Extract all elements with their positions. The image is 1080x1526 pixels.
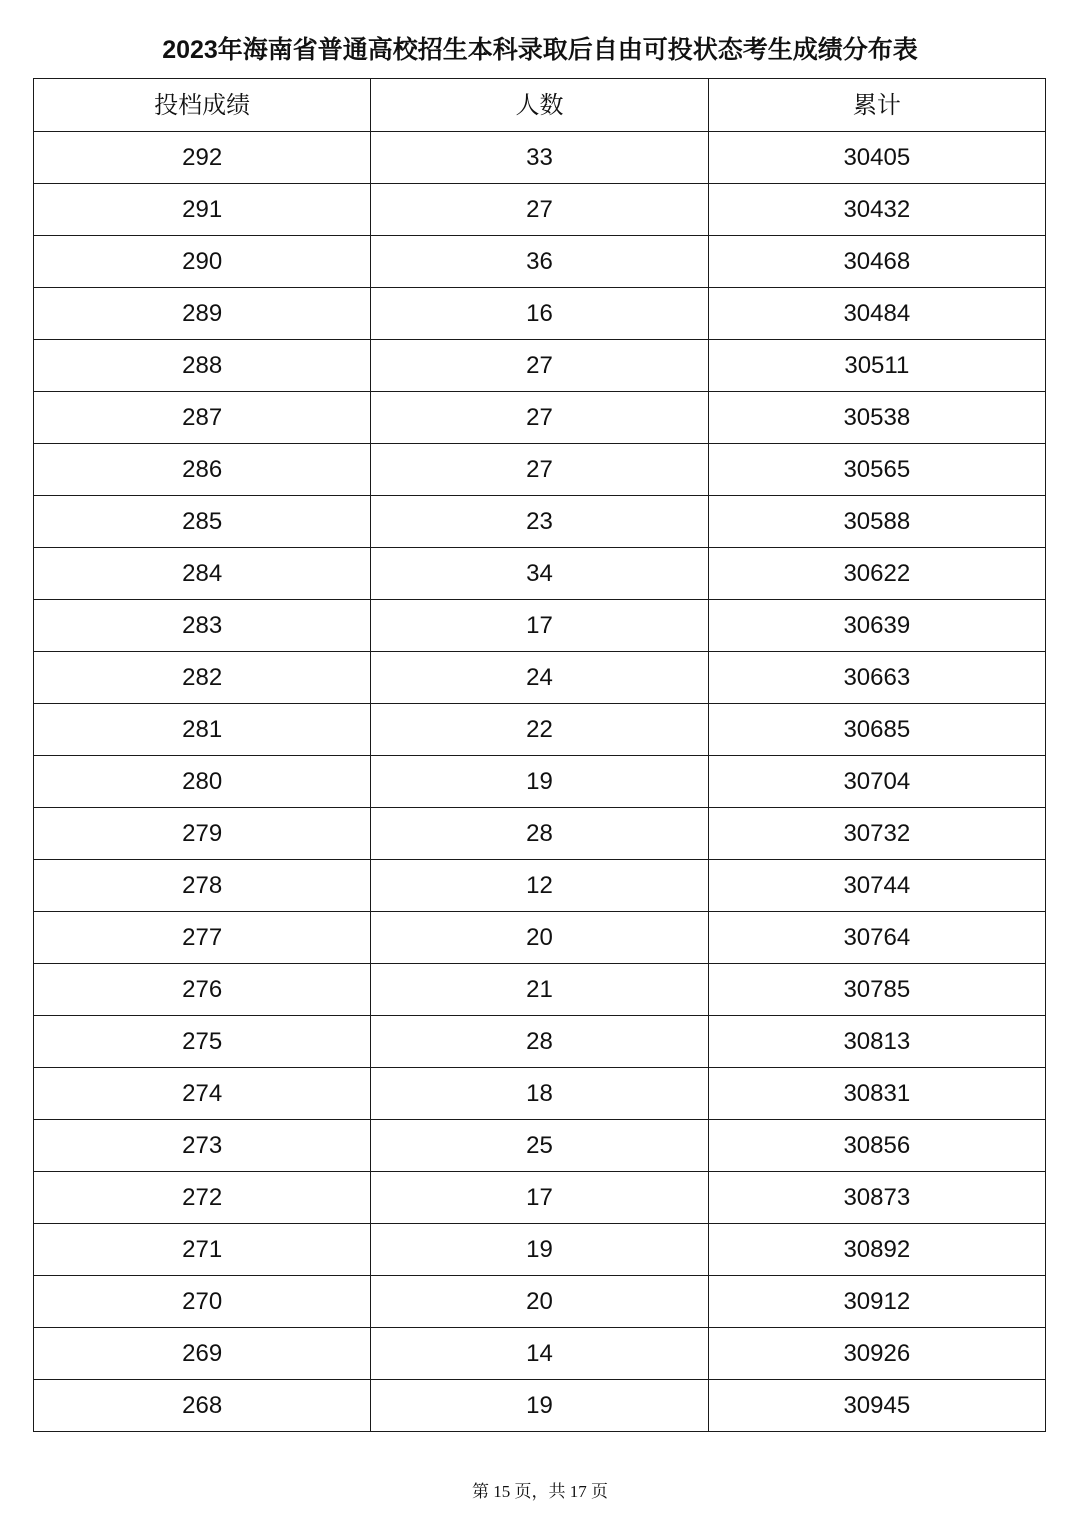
table-row (34, 340, 1046, 392)
table-row (34, 288, 1046, 340)
table-body (34, 132, 1046, 1432)
table-row (34, 132, 1046, 184)
cell-score: 269 (34, 1328, 371, 1380)
cell-cumulative: 30704 (708, 756, 1045, 808)
cell-count: 14 (371, 1328, 708, 1380)
cell-count: 28 (371, 808, 708, 860)
cell-score: 277 (34, 912, 371, 964)
cell-count: 18 (371, 1068, 708, 1120)
cell-cumulative: 30831 (708, 1068, 1045, 1120)
cell-score: 280 (34, 756, 371, 808)
cell-score: 278 (34, 860, 371, 912)
cell-count: 19 (371, 1380, 708, 1432)
table-row (34, 1224, 1046, 1276)
table-row (34, 236, 1046, 288)
table-row (34, 704, 1046, 756)
cell-score: 279 (34, 808, 371, 860)
cell-cumulative: 30565 (708, 444, 1045, 496)
cell-cumulative: 30892 (708, 1224, 1045, 1276)
cell-score: 268 (34, 1380, 371, 1432)
cell-count: 27 (371, 444, 708, 496)
score-distribution-table (33, 78, 1046, 1432)
table-row (34, 652, 1046, 704)
cell-cumulative: 30912 (708, 1276, 1045, 1328)
cell-count: 36 (371, 236, 708, 288)
table-row (34, 1276, 1046, 1328)
table-row (34, 808, 1046, 860)
table-row (34, 1120, 1046, 1172)
cell-score: 289 (34, 288, 371, 340)
cell-cumulative: 30813 (708, 1016, 1045, 1068)
cell-cumulative: 30622 (708, 548, 1045, 600)
cell-cumulative: 30945 (708, 1380, 1045, 1432)
cell-count: 22 (371, 704, 708, 756)
cell-cumulative: 30405 (708, 132, 1045, 184)
table-row (34, 756, 1046, 808)
cell-count: 19 (371, 756, 708, 808)
cell-cumulative: 30538 (708, 392, 1045, 444)
cell-cumulative: 30484 (708, 288, 1045, 340)
cell-count: 17 (371, 1172, 708, 1224)
cell-score: 287 (34, 392, 371, 444)
cell-score: 273 (34, 1120, 371, 1172)
cell-count: 20 (371, 912, 708, 964)
table-row (34, 860, 1046, 912)
cell-count: 21 (371, 964, 708, 1016)
cell-score: 286 (34, 444, 371, 496)
cell-count: 28 (371, 1016, 708, 1068)
cell-score: 274 (34, 1068, 371, 1120)
cell-cumulative: 30732 (708, 808, 1045, 860)
cell-cumulative: 30663 (708, 652, 1045, 704)
table-row (34, 1172, 1046, 1224)
cell-score: 281 (34, 704, 371, 756)
cell-cumulative: 30685 (708, 704, 1045, 756)
table-row (34, 1328, 1046, 1380)
header-cumulative: 累计 (708, 79, 1045, 132)
table-row (34, 1380, 1046, 1432)
cell-score: 282 (34, 652, 371, 704)
table-row (34, 392, 1046, 444)
table-row (34, 184, 1046, 236)
cell-count: 27 (371, 392, 708, 444)
cell-score: 276 (34, 964, 371, 1016)
header-count: 人数 (371, 79, 708, 132)
table-row (34, 912, 1046, 964)
cell-count: 23 (371, 496, 708, 548)
cell-count: 16 (371, 288, 708, 340)
cell-cumulative: 30856 (708, 1120, 1045, 1172)
cell-cumulative: 30468 (708, 236, 1045, 288)
cell-cumulative: 30744 (708, 860, 1045, 912)
cell-cumulative: 30764 (708, 912, 1045, 964)
cell-count: 17 (371, 600, 708, 652)
table-row (34, 548, 1046, 600)
cell-count: 34 (371, 548, 708, 600)
cell-count: 12 (371, 860, 708, 912)
cell-count: 27 (371, 184, 708, 236)
cell-cumulative: 30785 (708, 964, 1045, 1016)
cell-score: 285 (34, 496, 371, 548)
cell-count: 25 (371, 1120, 708, 1172)
cell-count: 24 (371, 652, 708, 704)
cell-score: 271 (34, 1224, 371, 1276)
page-footer: 第 15 页，共 17 页 (472, 1482, 608, 1501)
cell-score: 291 (34, 184, 371, 236)
cell-score: 290 (34, 236, 371, 288)
cell-count: 20 (371, 1276, 708, 1328)
table-row (34, 1068, 1046, 1120)
cell-score: 283 (34, 600, 371, 652)
table-row (34, 600, 1046, 652)
cell-count: 27 (371, 340, 708, 392)
table-row (34, 444, 1046, 496)
cell-cumulative: 30873 (708, 1172, 1045, 1224)
cell-score: 292 (34, 132, 371, 184)
cell-cumulative: 30511 (708, 340, 1045, 392)
table-row (34, 964, 1046, 1016)
cell-score: 272 (34, 1172, 371, 1224)
cell-count: 19 (371, 1224, 708, 1276)
cell-score: 288 (34, 340, 371, 392)
cell-cumulative: 30432 (708, 184, 1045, 236)
cell-cumulative: 30926 (708, 1328, 1045, 1380)
cell-score: 284 (34, 548, 371, 600)
cell-count: 33 (371, 132, 708, 184)
header-score: 投档成绩 (34, 79, 371, 132)
page-title: 2023年海南省普通高校招生本科录取后自由可投状态考生成绩分布表 (162, 36, 918, 64)
table-header-row (34, 79, 1046, 132)
cell-score: 275 (34, 1016, 371, 1068)
table-row (34, 1016, 1046, 1068)
cell-score: 270 (34, 1276, 371, 1328)
table-row (34, 496, 1046, 548)
cell-cumulative: 30588 (708, 496, 1045, 548)
cell-cumulative: 30639 (708, 600, 1045, 652)
